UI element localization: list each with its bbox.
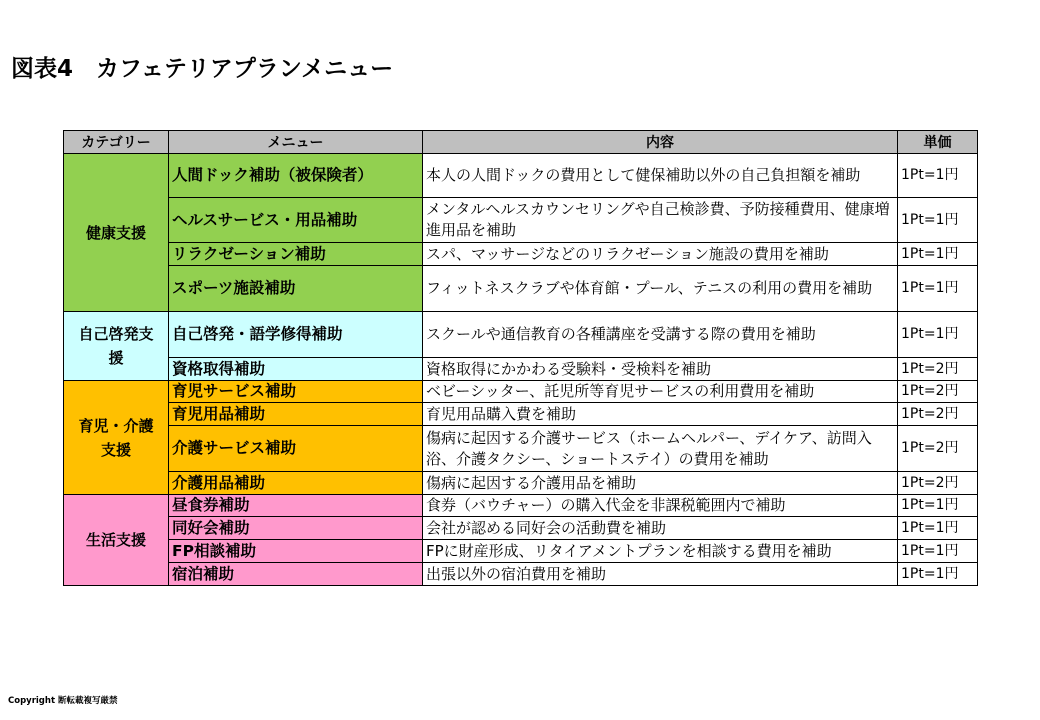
- page-title: 図表4 カフェテリアプランメニュー: [11, 56, 394, 82]
- menu-cell: 同好会補助: [169, 517, 423, 540]
- header-category: カテゴリー: [64, 131, 169, 154]
- price-cell: 1Pt=1円: [898, 517, 978, 540]
- table-row: [64, 472, 978, 495]
- copyright-notice: Copyright 断転載複写厳禁: [8, 696, 118, 706]
- price-cell: 1Pt=1円: [898, 540, 978, 563]
- table-row: [64, 154, 978, 198]
- content-cell: スクールや通信教育の各種講座を受講する際の費用を補助: [423, 312, 898, 358]
- content-cell: 傷病に起因する介護用品を補助: [423, 472, 898, 495]
- table-row: [64, 198, 978, 243]
- content-cell: 出張以外の宿泊費用を補助: [423, 563, 898, 586]
- price-cell: 1Pt=2円: [898, 358, 978, 381]
- content-cell: スパ、マッサージなどのリラクゼーション施設の費用を補助: [423, 243, 898, 266]
- content-cell: 食券（バウチャー）の購入代金を非課税範囲内で補助: [423, 495, 898, 517]
- table-row: [64, 517, 978, 540]
- price-cell: 1Pt=1円: [898, 154, 978, 198]
- content-cell: 会社が認める同好会の活動費を補助: [423, 517, 898, 540]
- category-self-development: 自己啓発支援: [64, 312, 169, 381]
- menu-cell: 育児サービス補助: [169, 381, 423, 403]
- table-row: [64, 426, 978, 472]
- menu-cell: ヘルスサービス・用品補助: [169, 198, 423, 243]
- content-cell: 資格取得にかかわる受験料・受検料を補助: [423, 358, 898, 381]
- price-cell: 1Pt=1円: [898, 563, 978, 586]
- cafeteria-plan-table: [63, 130, 978, 586]
- table-row: [64, 312, 978, 358]
- header-row: [64, 131, 978, 154]
- menu-cell: 育児用品補助: [169, 403, 423, 426]
- table-row: [64, 495, 978, 517]
- price-cell: 1Pt=2円: [898, 403, 978, 426]
- menu-cell: FP相談補助: [169, 540, 423, 563]
- content-cell: ベビーシッター、託児所等育児サービスの利用費用を補助: [423, 381, 898, 403]
- table-row: [64, 243, 978, 266]
- menu-cell: 人間ドック補助（被保険者）: [169, 154, 423, 198]
- content-cell: FPに財産形成、リタイアメントプランを相談する費用を補助: [423, 540, 898, 563]
- content-cell: フィットネスクラブや体育館・プール、テニスの利用の費用を補助: [423, 266, 898, 312]
- price-cell: 1Pt=2円: [898, 426, 978, 472]
- table-row: [64, 563, 978, 586]
- header-price: 単価: [898, 131, 978, 154]
- table-row: [64, 358, 978, 381]
- menu-cell: リラクゼーション補助: [169, 243, 423, 266]
- category-childcare-nursing: 育児・介護支援: [64, 381, 169, 495]
- price-cell: 1Pt=1円: [898, 198, 978, 243]
- price-cell: 1Pt=1円: [898, 266, 978, 312]
- content-cell: 本人の人間ドックの費用として健保補助以外の自己負担額を補助: [423, 154, 898, 198]
- content-cell: メンタルヘルスカウンセリングや自己検診費、予防接種費用、健康増進用品を補助: [423, 198, 898, 243]
- menu-cell: 資格取得補助: [169, 358, 423, 381]
- menu-cell: 自己啓発・語学修得補助: [169, 312, 423, 358]
- table-row: [64, 266, 978, 312]
- price-cell: 1Pt=1円: [898, 312, 978, 358]
- category-life: 生活支援: [64, 495, 169, 586]
- menu-cell: 介護サービス補助: [169, 426, 423, 472]
- content-cell: 傷病に起因する介護サービス（ホームヘルパー、デイケア、訪問入浴、介護タクシー、ショートステイ）の費用を補助: [423, 426, 898, 472]
- menu-cell: スポーツ施設補助: [169, 266, 423, 312]
- header-content: 内容: [423, 131, 898, 154]
- menu-cell: 昼食券補助: [169, 495, 423, 517]
- price-cell: 1Pt=2円: [898, 472, 978, 495]
- content-cell: 育児用品購入費を補助: [423, 403, 898, 426]
- table-row: [64, 540, 978, 563]
- menu-cell: 宿泊補助: [169, 563, 423, 586]
- table-row: [64, 381, 978, 403]
- price-cell: 1Pt=2円: [898, 381, 978, 403]
- menu-cell: 介護用品補助: [169, 472, 423, 495]
- header-menu: メニュー: [169, 131, 423, 154]
- table-row: [64, 403, 978, 426]
- price-cell: 1Pt=1円: [898, 243, 978, 266]
- price-cell: 1Pt=1円: [898, 495, 978, 517]
- category-health: 健康支援: [64, 154, 169, 312]
